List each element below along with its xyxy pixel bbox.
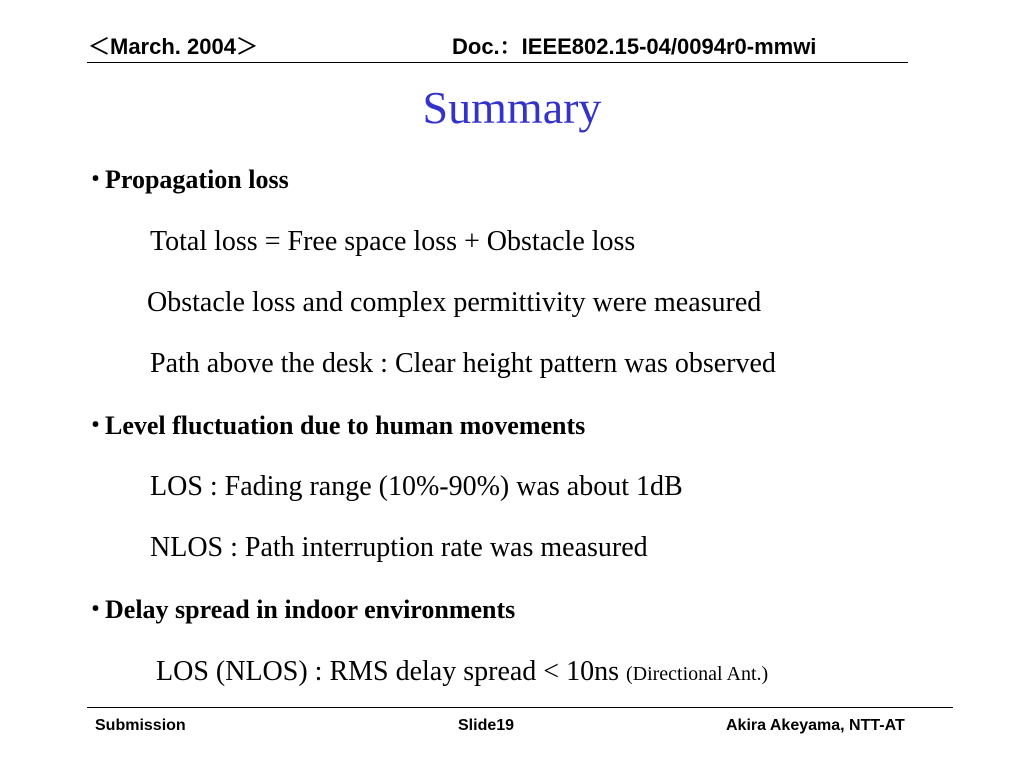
- section-heading-label: Propagation loss: [105, 165, 289, 194]
- list-item: NLOS : Path interruption rate was measured: [150, 532, 648, 563]
- header-doc-id: Doc.：IEEE802.15-04/0094r0-mmwi: [452, 34, 817, 59]
- header-divider: [87, 62, 908, 63]
- list-item: Total loss = Free space loss + Obstacle loss: [150, 226, 636, 257]
- section-heading-label: Delay spread in indoor environments: [105, 595, 516, 624]
- bullet-icon: ･: [89, 411, 103, 440]
- bullet-icon: ･: [89, 165, 103, 194]
- footer-slide-number: Slide19: [458, 717, 515, 734]
- header-date: ＜March. 2004＞: [88, 34, 258, 59]
- footer-divider: [87, 707, 953, 708]
- slide-title: Summary: [422, 82, 602, 133]
- list-item: Path above the desk : Clear height pattern was observed: [150, 348, 776, 379]
- list-item-text: LOS (NLOS) : RMS delay spread < 10ns: [156, 656, 619, 687]
- section-heading-delay-spread: [89, 593, 515, 627]
- list-item: LOS : Fading range (10%-90%) was about 1dB: [150, 471, 683, 502]
- list-item-note: (Directional Ant.): [625, 663, 769, 685]
- bullet-icon: ･: [89, 595, 103, 624]
- section-heading-level-fluctuation: [89, 409, 585, 443]
- list-item: [156, 655, 768, 691]
- footer-author: Akira Akeyama, NTT-AT: [726, 717, 905, 734]
- section-heading-label: Level fluctuation due to human movements: [105, 411, 586, 440]
- list-item: Obstacle loss and complex permittivity were measured: [147, 287, 762, 318]
- section-heading-propagation-loss: [89, 163, 289, 197]
- footer-submission: Submission: [95, 717, 186, 734]
